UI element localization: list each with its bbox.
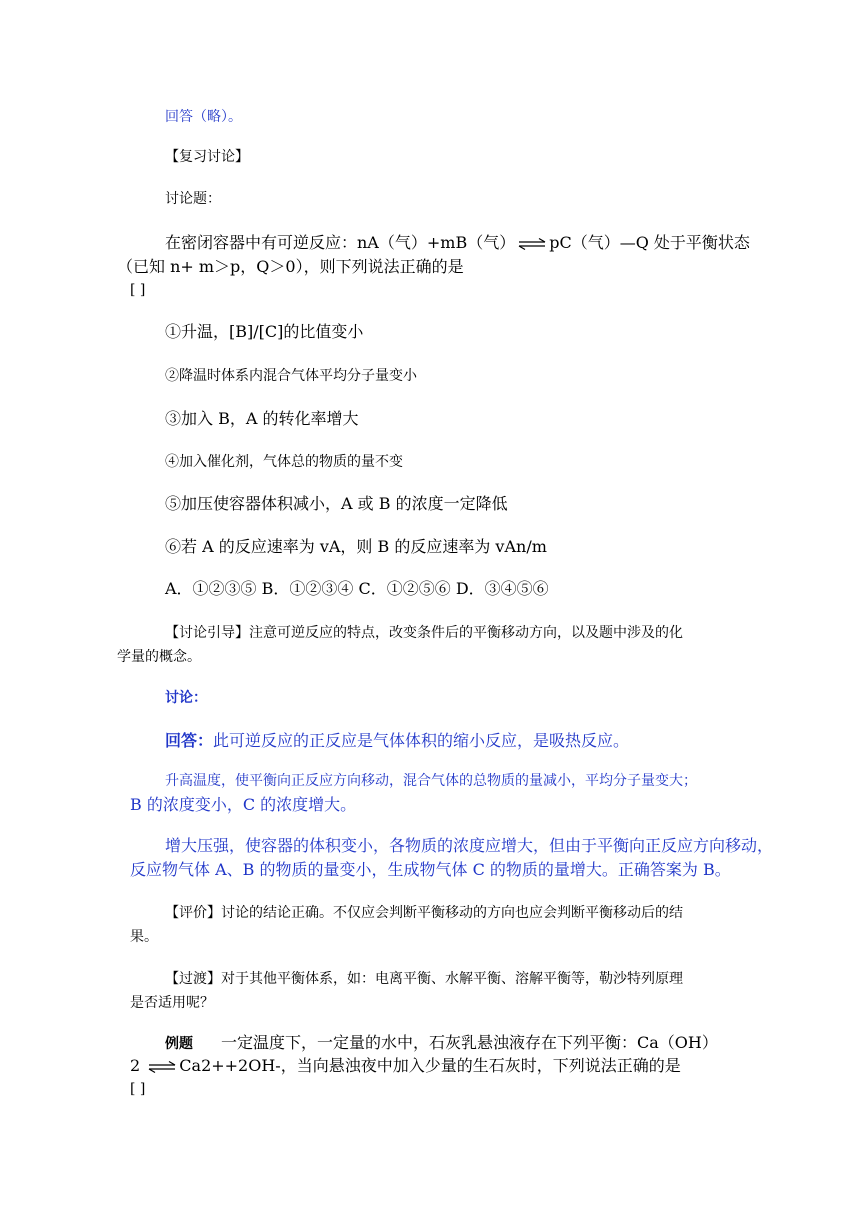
transition-line-1: 【过渡】对于其他平衡体系，如：电离平衡、水解平衡、溶解平衡等，勒沙特列原理 xyxy=(165,971,683,987)
answer-p2-line-2: 反应物气体 A、B 的物质的量变小，生成物气体 C 的物质的量增大。正确答案为 B。 xyxy=(130,860,731,879)
question-line-1-before: 在密闭容器中有可逆反应：nA（气）+mB（气） xyxy=(165,233,516,252)
answer-p1-line-2: B 的浓度变小，C 的浓度增大。 xyxy=(130,795,357,814)
example-blank: [ ] xyxy=(130,1081,146,1097)
answer-blank: [ ] xyxy=(130,282,146,298)
answer-omitted: 回答（略）。 xyxy=(165,109,242,125)
example-line-1-text: 一定温度下，一定量的水中，石灰乳悬浊液存在下列平衡：Ca（OH） xyxy=(221,1033,718,1052)
review-heading: 【复习讨论】 xyxy=(165,149,249,165)
answer-label: 回答： xyxy=(165,731,214,750)
question-line-1-after: pC（气）—Q 处于平衡状态 xyxy=(549,233,750,252)
evaluation-line-1: 【评价】讨论的结论正确。不仅应会判断平衡移动的方向也应会判断平衡移动后的结 xyxy=(165,905,683,921)
answer-text: 此可逆反应的正反应是气体体积的缩小反应，是吸热反应。 xyxy=(213,731,630,750)
transition-line-2: 是否适用呢？ xyxy=(130,995,214,1011)
question-item-5: ⑤加压使容器体积减小，A 或 B 的浓度一定降低 xyxy=(165,494,508,513)
question-line-2: （已知 n+ m＞p，Q＞0），则下列说法正确的是 xyxy=(117,257,464,276)
example-label: 例题 xyxy=(165,1036,193,1052)
question-item-4: ④加入催化剂，气体总的物质的量不变 xyxy=(165,454,403,470)
discussion-label: 讨论： xyxy=(165,690,207,706)
evaluation-line-2: 果。 xyxy=(130,929,158,945)
reversible-arrow-icon xyxy=(517,237,547,251)
question-line-1 xyxy=(165,235,860,251)
answer-line xyxy=(165,733,860,749)
answer-p2-line-1: 增大压强，使容器的体积变小，各物质的浓度应增大，但由于平衡向正反应方向移动， xyxy=(165,836,774,855)
example-line-2 xyxy=(130,1058,860,1074)
answer-p1-line-1: 升高温度，使平衡向正反应方向移动，混合气体的总物质的量减小，平均分子量变大； xyxy=(165,773,697,789)
guide-line-1: 【讨论引导】注意可逆反应的特点，改变条件后的平衡移动方向，以及题中涉及的化 xyxy=(165,625,683,641)
question-item-3: ③加入 B，A 的转化率增大 xyxy=(165,409,359,428)
question-item-2: ②降温时体系内混合气体平均分子量变小 xyxy=(165,368,417,384)
answer-options: A．①②③⑤ B．①②③④ C．①②⑤⑥ D．③④⑤⑥ xyxy=(165,579,549,598)
example-line-2-before: 2 xyxy=(130,1056,141,1075)
question-item-1: ①升温，[B]/[C]的比值变小 xyxy=(165,322,364,341)
question-item-6: ⑥若 A 的反应速率为 vA，则 B 的反应速率为 vAn/m xyxy=(165,537,547,556)
example-line-2-after: Ca2++2OH-，当向悬浊夜中加入少量的生石灰时，下列说法正确的是 xyxy=(179,1056,681,1075)
topic-label: 讨论题： xyxy=(165,191,221,207)
reversible-arrow-icon xyxy=(147,1060,177,1074)
guide-line-2: 学量的概念。 xyxy=(117,649,201,665)
example-line-1 xyxy=(165,1035,860,1051)
